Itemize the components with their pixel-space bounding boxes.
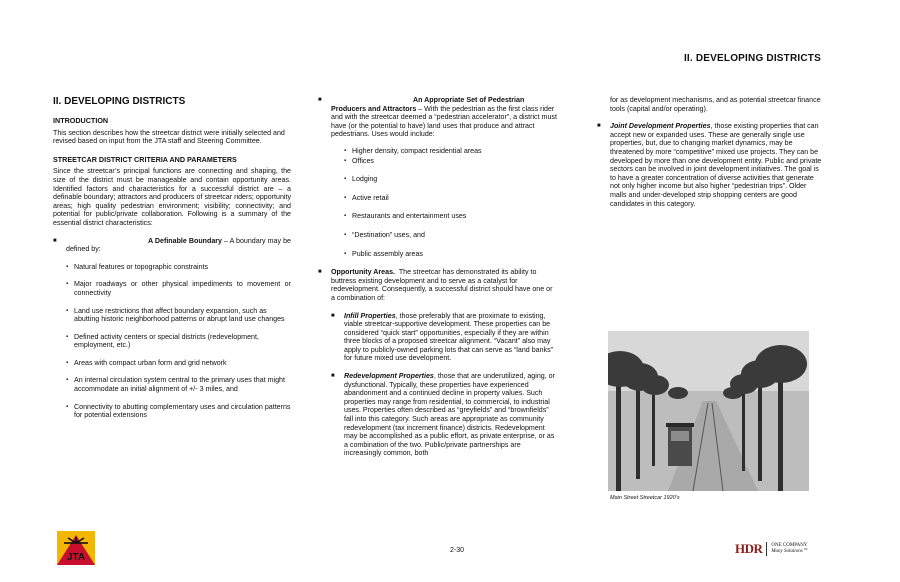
redevelopment-text: , those that are underutilized, aging, or dysfunctional. Typically, these properties have experienced abandonment and a continued decline in property values. Such properties may range from residential, to commercial, to industrial uses. Properties often described as “greyfields” and “brownfields” fall into this category. Such areas are appropriate as community redevelopment (tax increment finance) districts. Redevelopment may be accomplished as a public effort, as private enterprise, or as a combination of the two. Public/private partnerships are increasingly common, both [344,372,555,458]
boundary-bullet [53,237,291,254]
column-1 [53,96,291,429]
square-bullet-icon: ▪ [344,147,347,154]
square-bullet-icon: ▪ [344,157,347,164]
attractors-text: – With the pedestrian as the first class rider and with the streetcar deemed a “pedestrian accelerator”, a district must have (or the potential to have) land uses that produce and attract pedestrians. Uses would include: [331,104,557,139]
column-3 [597,96,823,208]
list-item: ▪ Land use restrictions that affect boundary expansion, such as abutting historic neighborhood patterns or abrupt land use changes [66,306,285,324]
boundary-label: A Definable Boundary [148,236,222,245]
jta-logo-icon [57,531,95,565]
list-item: ▪ Active retail [344,193,389,202]
list-item: ▪ Defined activity centers or special districts (redevelopment, employment, etc.) [66,332,259,350]
dash-bullet-icon: ▪ [66,263,69,270]
square-bullet-icon: ■ [331,373,335,380]
attractors-label: An Appropriate Set of Pedestrian Producers and Attractors [331,96,525,113]
dash-bullet-icon: ▪ [66,403,69,410]
hdr-logo-icon [735,541,808,557]
list-item: ▪ An internal circulation system central to the primary uses that might accommodate an initial alignment of +/- 3 miles, and [66,376,285,394]
infill-bullet [331,312,558,364]
continued-paragraph: for as development mechanisms, and as potential streetcar finance tools (capital and/or operating). [610,96,821,113]
square-bullet-icon: ▪ [344,231,347,238]
hdr-logo-divider [766,542,767,556]
dash-bullet-icon: ▪ [66,359,69,366]
uses-list [344,147,558,258]
dash-bullet-icon: ▪ [66,307,69,314]
infill-label: Infill Properties [344,311,396,320]
list-item: ▪ Restaurants and entertainment uses [344,212,467,221]
streetcar-photo-illustration [608,331,809,491]
infill-text: , those preferably that are proximate to existing, viable streetcar-supportive development. These properties can be considered “quick start” opportunities, especially if they are within three blocks of a proposed streetcar alignment. “Vacant” also may apply to publicly-owned parking lots that can serve as “land banks” for future mixed use development. [344,311,553,363]
square-bullet-icon: ▪ [344,250,347,257]
list-item: ▪ Major roadways or other physical impediments to movement or connectivity [66,280,291,297]
square-bullet-icon: ■ [53,237,57,244]
list-item: ▪ Higher density, compact residential areas [344,146,482,155]
square-bullet-icon: ▪ [344,176,347,183]
attractors-bullet [318,96,558,139]
svg-text:JTA: JTA [66,552,86,563]
square-bullet-icon: ■ [331,312,335,319]
opportunity-text: The streetcar has demonstrated its ability to buttress existing development and to serve as a catalyst for redevelopment. Consequently, a successful district should have one or a combination of: [331,268,553,302]
list-item: ▪ Lodging [344,175,378,184]
list-item: ▪ Areas with compact urban form and grid network [66,358,227,367]
square-bullet-icon: ■ [318,97,322,103]
list-item: ▪ Connectivity to abutting complementary uses and circulation patterns for potential extensions [66,402,291,420]
opportunity-bullet [318,268,558,302]
joint-label: Joint Development Properties [610,122,711,131]
joint-text: , those existing properties that can accept new or expanded uses. These are generally single use properties, but, due to changing market dynamics, may be threatened by more “competitive” mixed use projects. They can be developed by more than one development entity. Public and private sectors can be involved in joint development initiatives. The goal is to have a greater concentration of diverse activities that generate not only higher income but also higher “pedestrian trips”. Older malls and under-developed strip shopping centers are good candidates in this category. [610,122,822,208]
criteria-paragraph: Since the streetcar’s principal functions are connecting and shaping, the size of the district must be manageable and contain opportunity areas. Identified factors and characteristics for a successful district are – a definable boundary; attractors and producers of streetcar riders; opportunity areas; high quality pedestrian environment; visibility; connectivity; and potential for public/private collaboration. Following is a summary of the essential district characteristics: [53,167,291,227]
hdr-logo-line1: ONE COMPANY [771,543,808,548]
hdr-logo-mark: HDR [735,541,763,556]
square-bullet-icon: ■ [597,123,601,130]
column-2 [318,96,558,458]
running-header-title: II. DEVELOPING DISTRICTS [683,53,821,64]
section-title: II. DEVELOPING DISTRICTS [53,96,186,107]
redevelopment-bullet [331,372,558,458]
criteria-heading: STREETCAR DISTRICT CRITERIA AND PARAMETERS [53,154,237,164]
boundary-list [66,263,291,420]
boundary-text: – A boundary may be defined by: [66,236,291,254]
list-item: ▪ “Destination” uses, and [344,230,425,239]
photo-caption: Main Street Streetcar 1920’s [610,495,680,501]
list-item: ▪ Natural features or topographic constraints [66,262,209,271]
opportunity-label: Opportunity Areas. [331,268,395,277]
dash-bullet-icon: ▪ [66,281,69,288]
list-item: ▪ Offices [344,156,374,165]
square-bullet-icon: ■ [318,269,322,276]
page-number: 2-30 [450,547,465,554]
square-bullet-icon: ▪ [344,194,347,201]
streetcar-photo [608,331,809,491]
square-bullet-icon: ▪ [344,213,347,220]
redevelopment-label: Redevelopment Properties [344,372,434,381]
intro-paragraph: This section describes how the streetcar district were initially selected and revised based on input from the JTA staff and Steering Committee. [53,128,285,146]
joint-development-bullet [597,122,823,208]
hdr-logo-line2: Many Solutions℠ [771,549,808,554]
list-item: ▪ Public assembly areas [344,249,423,258]
intro-heading: INTRODUCTION [53,116,109,125]
dash-bullet-icon: ▪ [66,377,69,384]
dash-bullet-icon: ▪ [66,333,69,340]
